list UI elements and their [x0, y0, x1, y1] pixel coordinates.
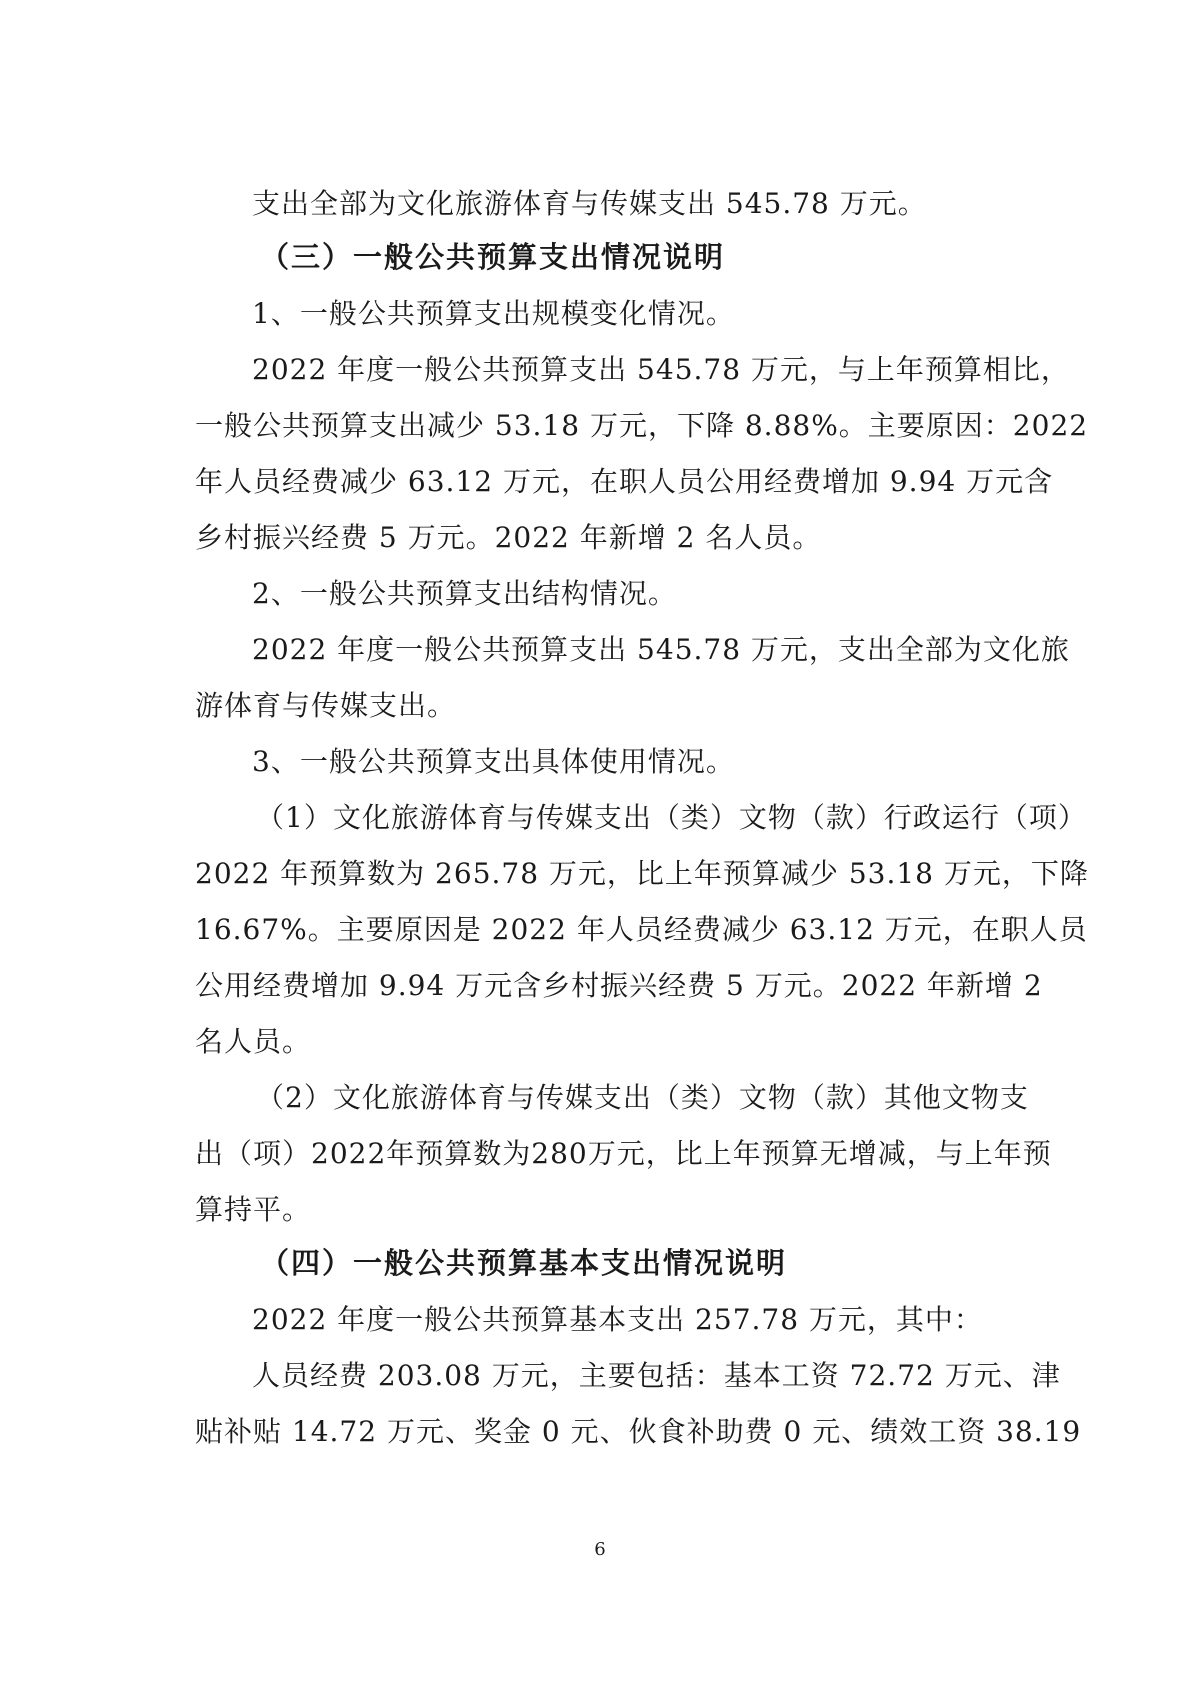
paragraph-line: 2、一般公共预算支出结构情况。	[252, 577, 677, 610]
paragraph-line: 乡村振兴经费 5 万元。2022 年新增 2 名人员。	[195, 521, 822, 554]
paragraph-line: 人员经费 203.08 万元，主要包括：基本工资 72.72 万元、津	[252, 1359, 1061, 1392]
paragraph-line: 贴补贴 14.72 万元、奖金 0 元、伙食补助费 0 元、绩效工资 38.19	[195, 1415, 1082, 1448]
paragraph-line: 2022 年度一般公共预算支出 545.78 万元，支出全部为文化旅	[252, 633, 1070, 666]
section-heading: （四）一般公共预算基本支出情况说明	[260, 1246, 788, 1280]
paragraph-line: 名人员。	[195, 1025, 312, 1058]
paragraph-line: 2022 年度一般公共预算基本支出 257.78 万元，其中：	[252, 1303, 983, 1336]
page-number: 6	[594, 1539, 606, 1560]
paragraph-line: 年人员经费减少 63.12 万元，在职人员公用经费增加 9.94 万元含	[195, 465, 1054, 498]
paragraph-line: 算持平。	[195, 1193, 312, 1226]
paragraph-line: 公用经费增加 9.94 万元含乡村振兴经费 5 万元。2022 年新增 2	[195, 969, 1043, 1002]
paragraph-line: 3、一般公共预算支出具体使用情况。	[252, 745, 735, 778]
paragraph-line: 游体育与传媒支出。	[195, 689, 457, 722]
paragraph-line: 出（项）2022年预算数为280万元，比上年预算无增减，与上年预	[195, 1137, 1052, 1170]
section-heading: （三）一般公共预算支出情况说明	[260, 240, 726, 274]
paragraph-line: 支出全部为文化旅游体育与传媒支出 545.78 万元。	[252, 187, 927, 220]
paragraph-line: （2）文化旅游体育与传媒支出（类）文物（款）其他文物支	[256, 1081, 1029, 1114]
paragraph-line: （1）文化旅游体育与传媒支出（类）文物（款）行政运行（项）	[256, 801, 1087, 834]
paragraph-line: 一般公共预算支出减少 53.18 万元，下降 8.88%。主要原因：2022	[195, 409, 1089, 442]
paragraph-line: 2022 年度一般公共预算支出 545.78 万元，与上年预算相比，	[252, 353, 1070, 386]
paragraph-line: 1、一般公共预算支出规模变化情况。	[252, 297, 735, 330]
paragraph-line: 2022 年预算数为 265.78 万元，比上年预算减少 53.18 万元，下降	[195, 857, 1089, 890]
paragraph-line: 16.67%。主要原因是 2022 年人员经费减少 63.12 万元，在职人员	[195, 913, 1088, 946]
